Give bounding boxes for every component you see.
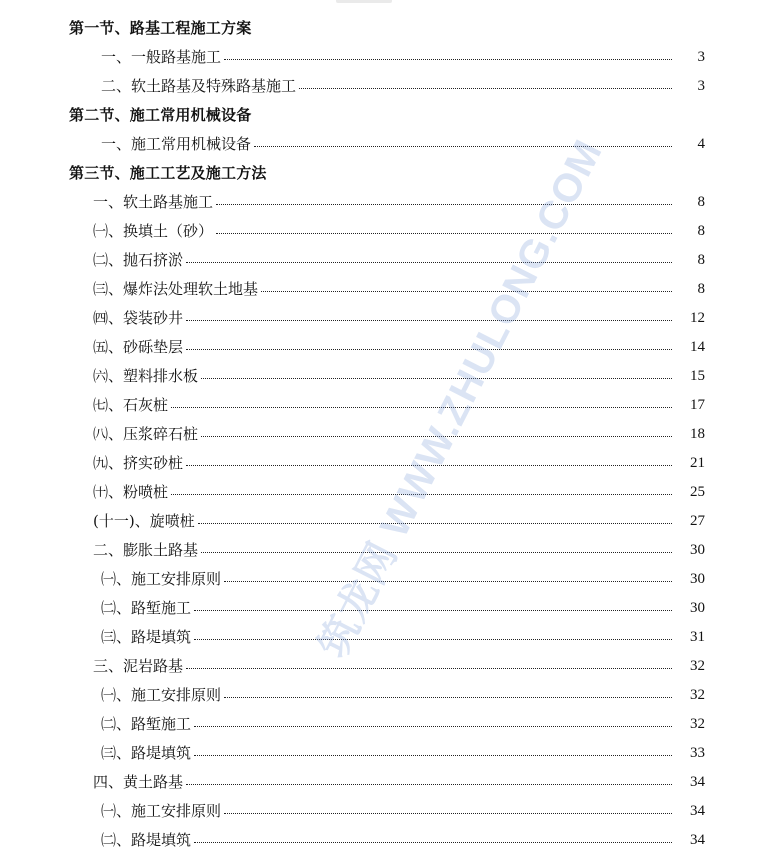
toc-page-number: 3 (697, 49, 705, 65)
toc-entry-label: 一、一般路基施工 (101, 48, 222, 66)
toc-entry[interactable] (93, 240, 705, 268)
toc-page-number: 30 (690, 571, 705, 587)
toc-entry-label: ㈠、施工安排原则 (101, 570, 222, 588)
toc-entry-label: 三、泥岩路基 (93, 657, 184, 675)
toc-entry-label: 二、膨胀土路基 (93, 541, 199, 559)
dot-leader (186, 348, 672, 350)
watermark-text: 筑龙网 WWW.ZHULONG.COM (310, 132, 611, 665)
dot-leader (171, 406, 672, 408)
toc-page-number: 15 (690, 368, 705, 384)
toc-entry[interactable] (93, 501, 705, 529)
toc-page-number: 18 (690, 426, 705, 442)
toc-entry-label: 二、软土路基及特殊路基施工 (101, 77, 297, 95)
toc-entry-label: ㈠、施工安排原则 (101, 802, 222, 820)
toc-section-label: 第三节、施工工艺及施工方法 (69, 164, 267, 182)
toc-entry[interactable] (93, 182, 705, 210)
toc-entry-label: ㈨、挤实砂桩 (93, 454, 184, 472)
dot-leader (186, 464, 672, 466)
toc-entry[interactable] (101, 559, 705, 587)
toc-entry[interactable] (101, 791, 705, 819)
toc-page-number: 14 (690, 339, 705, 355)
toc-entry[interactable] (93, 414, 705, 442)
toc-entry[interactable] (101, 37, 705, 65)
toc-entry-label: 一、施工常用机械设备 (101, 135, 252, 153)
toc-entry[interactable] (101, 617, 705, 645)
toc-page-number: 4 (697, 136, 705, 152)
toc-entry-label: 一、软土路基施工 (93, 193, 214, 211)
toc-section-label: 第二节、施工常用机械设备 (69, 106, 252, 124)
dot-leader (224, 696, 672, 698)
toc-entry[interactable] (93, 211, 705, 239)
dot-leader (201, 435, 672, 437)
dot-leader (224, 58, 672, 60)
toc-entry[interactable] (101, 704, 705, 732)
dot-leader (194, 841, 672, 843)
toc-entry[interactable] (93, 646, 705, 674)
toc-page-number: 34 (690, 774, 705, 790)
dot-leader (194, 609, 672, 611)
toc-page-number: 32 (690, 716, 705, 732)
toc-entry[interactable] (101, 124, 705, 152)
toc-page-number: 8 (697, 223, 705, 239)
toc-page-number: 32 (690, 658, 705, 674)
toc-page-number: 34 (690, 803, 705, 819)
toc-entry-label: ㈧、压浆碎石桩 (93, 425, 199, 443)
dot-leader (201, 377, 672, 379)
dot-leader (201, 551, 672, 553)
toc-entry[interactable] (93, 298, 705, 326)
dot-leader (224, 812, 672, 814)
toc-entry-label: ㈡、抛石挤淤 (93, 251, 184, 269)
toc-entry-label: ㈣、袋装砂井 (93, 309, 184, 327)
toc-section-title (69, 153, 741, 181)
dot-leader (186, 783, 672, 785)
toc-page-number: 8 (697, 281, 705, 297)
dot-leader (186, 319, 672, 321)
toc-entry-label: (十一)、旋喷桩 (93, 512, 195, 530)
toc-page-number: 33 (690, 745, 705, 761)
toc-entry[interactable] (101, 820, 705, 848)
toc-page-number: 12 (690, 310, 705, 326)
toc-page-number: 21 (690, 455, 705, 471)
toc-entry[interactable] (93, 327, 705, 355)
dot-leader (194, 725, 672, 727)
toc-entry[interactable] (93, 472, 705, 500)
dot-leader (261, 290, 672, 292)
toc-entry-label: ㈡、路堑施工 (101, 715, 192, 733)
toc-entry-label: ㈡、路堤填筑 (101, 831, 192, 849)
toc-entry[interactable] (101, 588, 705, 616)
toc-page-number: 31 (690, 629, 705, 645)
toc-entry-label: ㈦、石灰桩 (93, 396, 169, 414)
dot-leader (299, 87, 672, 89)
dot-leader (186, 667, 672, 669)
toc-page-number: 30 (690, 600, 705, 616)
toc-page-number: 27 (690, 513, 705, 529)
toc-entry-label: 四、黄土路基 (93, 773, 184, 791)
dot-leader (186, 261, 672, 263)
toc-entry-label: ㈠、换填土（砂） (93, 222, 214, 240)
toc-section-title (69, 8, 741, 36)
dot-leader (216, 232, 672, 234)
toc-entry[interactable] (93, 356, 705, 384)
toc-entry[interactable] (93, 530, 705, 558)
toc-entry-label: ㈥、塑料排水板 (93, 367, 199, 385)
dot-leader (254, 145, 672, 147)
toc-entry[interactable] (101, 733, 705, 761)
toc-page-number: 34 (690, 832, 705, 848)
toc-page-number: 8 (697, 252, 705, 268)
toc-section-title (69, 95, 741, 123)
toc-entry-label: ㈠、施工安排原则 (101, 686, 222, 704)
toc-entry[interactable] (101, 675, 705, 703)
dot-leader (171, 493, 672, 495)
dot-leader (216, 203, 672, 205)
toc-page-number: 30 (690, 542, 705, 558)
toc-entry[interactable] (93, 269, 705, 297)
toc-page-number: 8 (697, 194, 705, 210)
toc-entry-label: ㈤、砂砾垫层 (93, 338, 184, 356)
toc-section-label: 第一节、路基工程施工方案 (69, 19, 252, 37)
page-top-fragment (336, 0, 392, 3)
toc-page-number: 17 (690, 397, 705, 413)
toc-entry-label: ㈩、粉喷桩 (93, 483, 169, 501)
toc-entry-label: ㈢、路堤填筑 (101, 744, 192, 762)
toc-entry-label: ㈢、爆炸法处理软土地基 (93, 280, 259, 298)
dot-leader (224, 580, 672, 582)
dot-leader (198, 522, 672, 524)
dot-leader (194, 754, 672, 756)
toc-page-number: 25 (690, 484, 705, 500)
toc-entry-label: ㈢、路堤填筑 (101, 628, 192, 646)
toc-entry-label: ㈡、路堑施工 (101, 599, 192, 617)
toc-page-number: 32 (690, 687, 705, 703)
toc-entry[interactable] (93, 762, 705, 790)
toc-page-number: 3 (697, 78, 705, 94)
dot-leader (194, 638, 672, 640)
toc-entry[interactable] (93, 443, 705, 471)
toc-entry[interactable] (93, 385, 705, 413)
toc-entry[interactable] (101, 66, 705, 94)
